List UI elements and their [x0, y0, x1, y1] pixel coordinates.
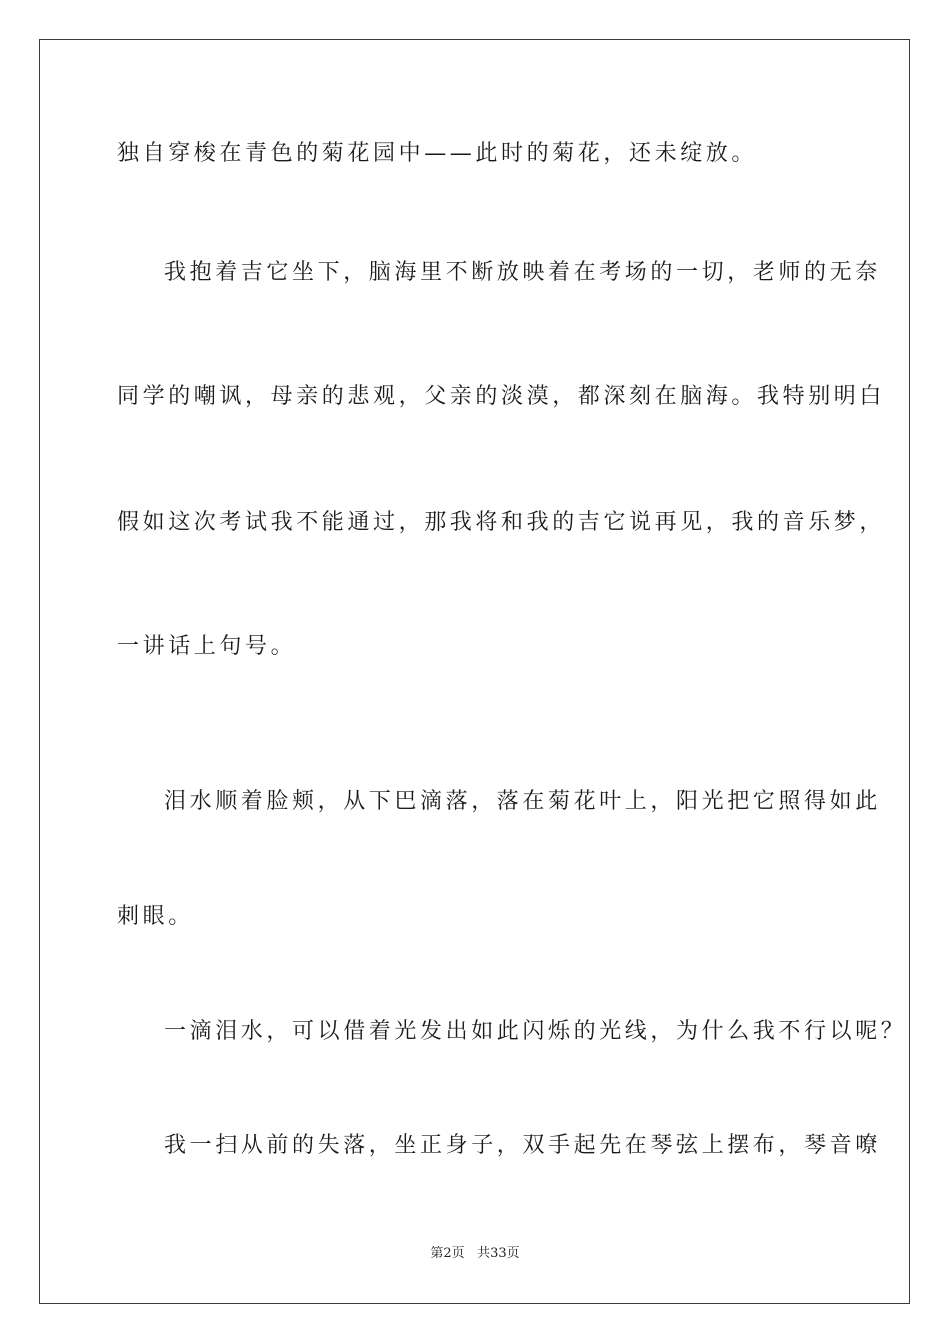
page-total: 共33页: [477, 1246, 520, 1261]
text-line: 泪水顺着脸颊，从下巴滴落，落在菊花叶上，阳光把它照得如此: [164, 789, 881, 814]
text-line: 我一扫从前的失落，坐正身子，双手起先在琴弦上摆布，琴音嘹: [164, 1133, 881, 1158]
text-line: 独自穿梭在青色的菊花园中——此时的菊花，还未绽放。: [117, 141, 758, 166]
text-line: 一滴泪水，可以借着光发出如此闪烁的光线，为什么我不行以呢？: [164, 1019, 907, 1044]
text-line: 一讲话上句号。: [117, 634, 297, 659]
page-number: 第2页: [430, 1246, 465, 1261]
text-line: 刺眼。: [117, 904, 194, 929]
page-border: [39, 39, 910, 1304]
text-line: 同学的嘲讽，母亲的悲观，父亲的淡漠，都深刻在脑海。我特别明白: [117, 384, 886, 409]
text-line: 我抱着吉它坐下，脑海里不断放映着在考场的一切，老师的无奈: [164, 260, 881, 285]
text-line: 假如这次考试我不能通过，那我将和我的吉它说再见，我的音乐梦，: [117, 510, 886, 535]
page-footer: [0, 1245, 950, 1263]
